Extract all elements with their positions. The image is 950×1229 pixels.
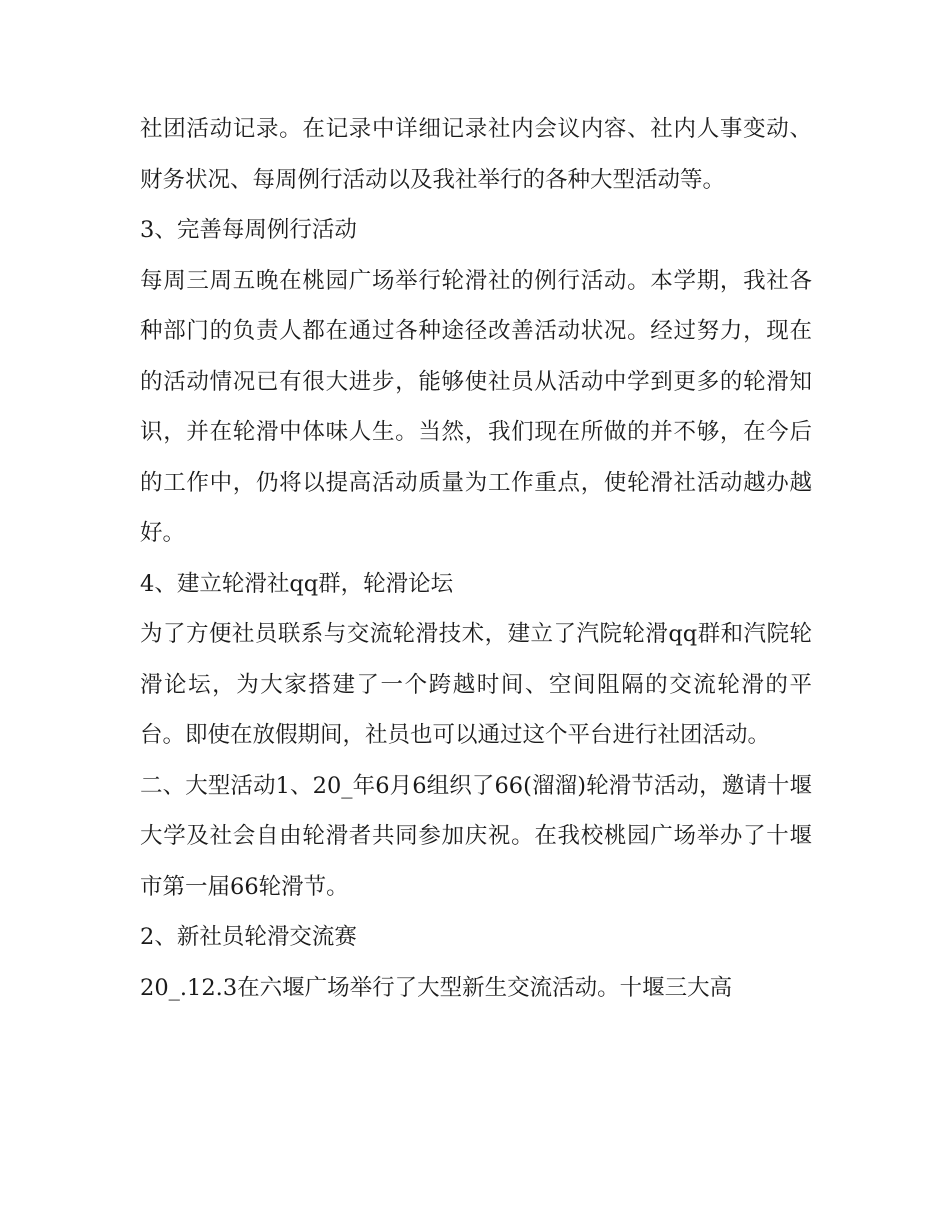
paragraph-large-events-festival: 二、大型活动1、20_年6月6组织了66(溜溜)轮滑节活动，邀请十堰大学及社会自由轮滑者共同参加庆祝。在我校桃园广场举办了十堰市第一届66轮滑节。 xyxy=(140,772,812,900)
heading-qq-group-forum: 4、建立轮滑社qq群，轮滑论坛 xyxy=(140,570,454,597)
paragraph-weekly-activities: 每周三周五晚在桃园广场举行轮滑社的例行活动。本学期，我社各种部门的负责人都在通过各种途径改善活动状况。经过努力，现在的活动情况已有很大进步，能够使社员从活动中学到更多的轮滑知识，并在轮滑中体味人生。当然，我们现在所做的并不够，在今后的工作中，仍将以提高活动质量为工作重点，使轮滑社活动越办越好。 xyxy=(140,267,812,546)
document-body xyxy=(140,104,812,1013)
paragraph-qq-group-forum: 为了方便社员联系与交流轮滑技术，建立了汽院轮滑qq群和汽院轮滑论坛，为大家搭建了一个跨越时间、空间阻隔的交流轮滑的平台。即使在放假期间，社员也可以通过这个平台进行社团活动。 xyxy=(140,621,812,748)
paragraph-activity-records: 社团活动记录。在记录中详细记录社内会议内容、社内人事变动、财务状况、每周例行活动以及我社举行的各种大型活动等。 xyxy=(140,116,812,193)
heading-weekly-activities: 3、完善每周例行活动 xyxy=(140,217,357,243)
heading-new-member-competition: 2、新社员轮滑交流赛 xyxy=(140,924,357,950)
paragraph-new-member-competition: 20_.12.3在六堰广场举行了大型新生交流活动。十堰三大高 xyxy=(140,974,733,1001)
